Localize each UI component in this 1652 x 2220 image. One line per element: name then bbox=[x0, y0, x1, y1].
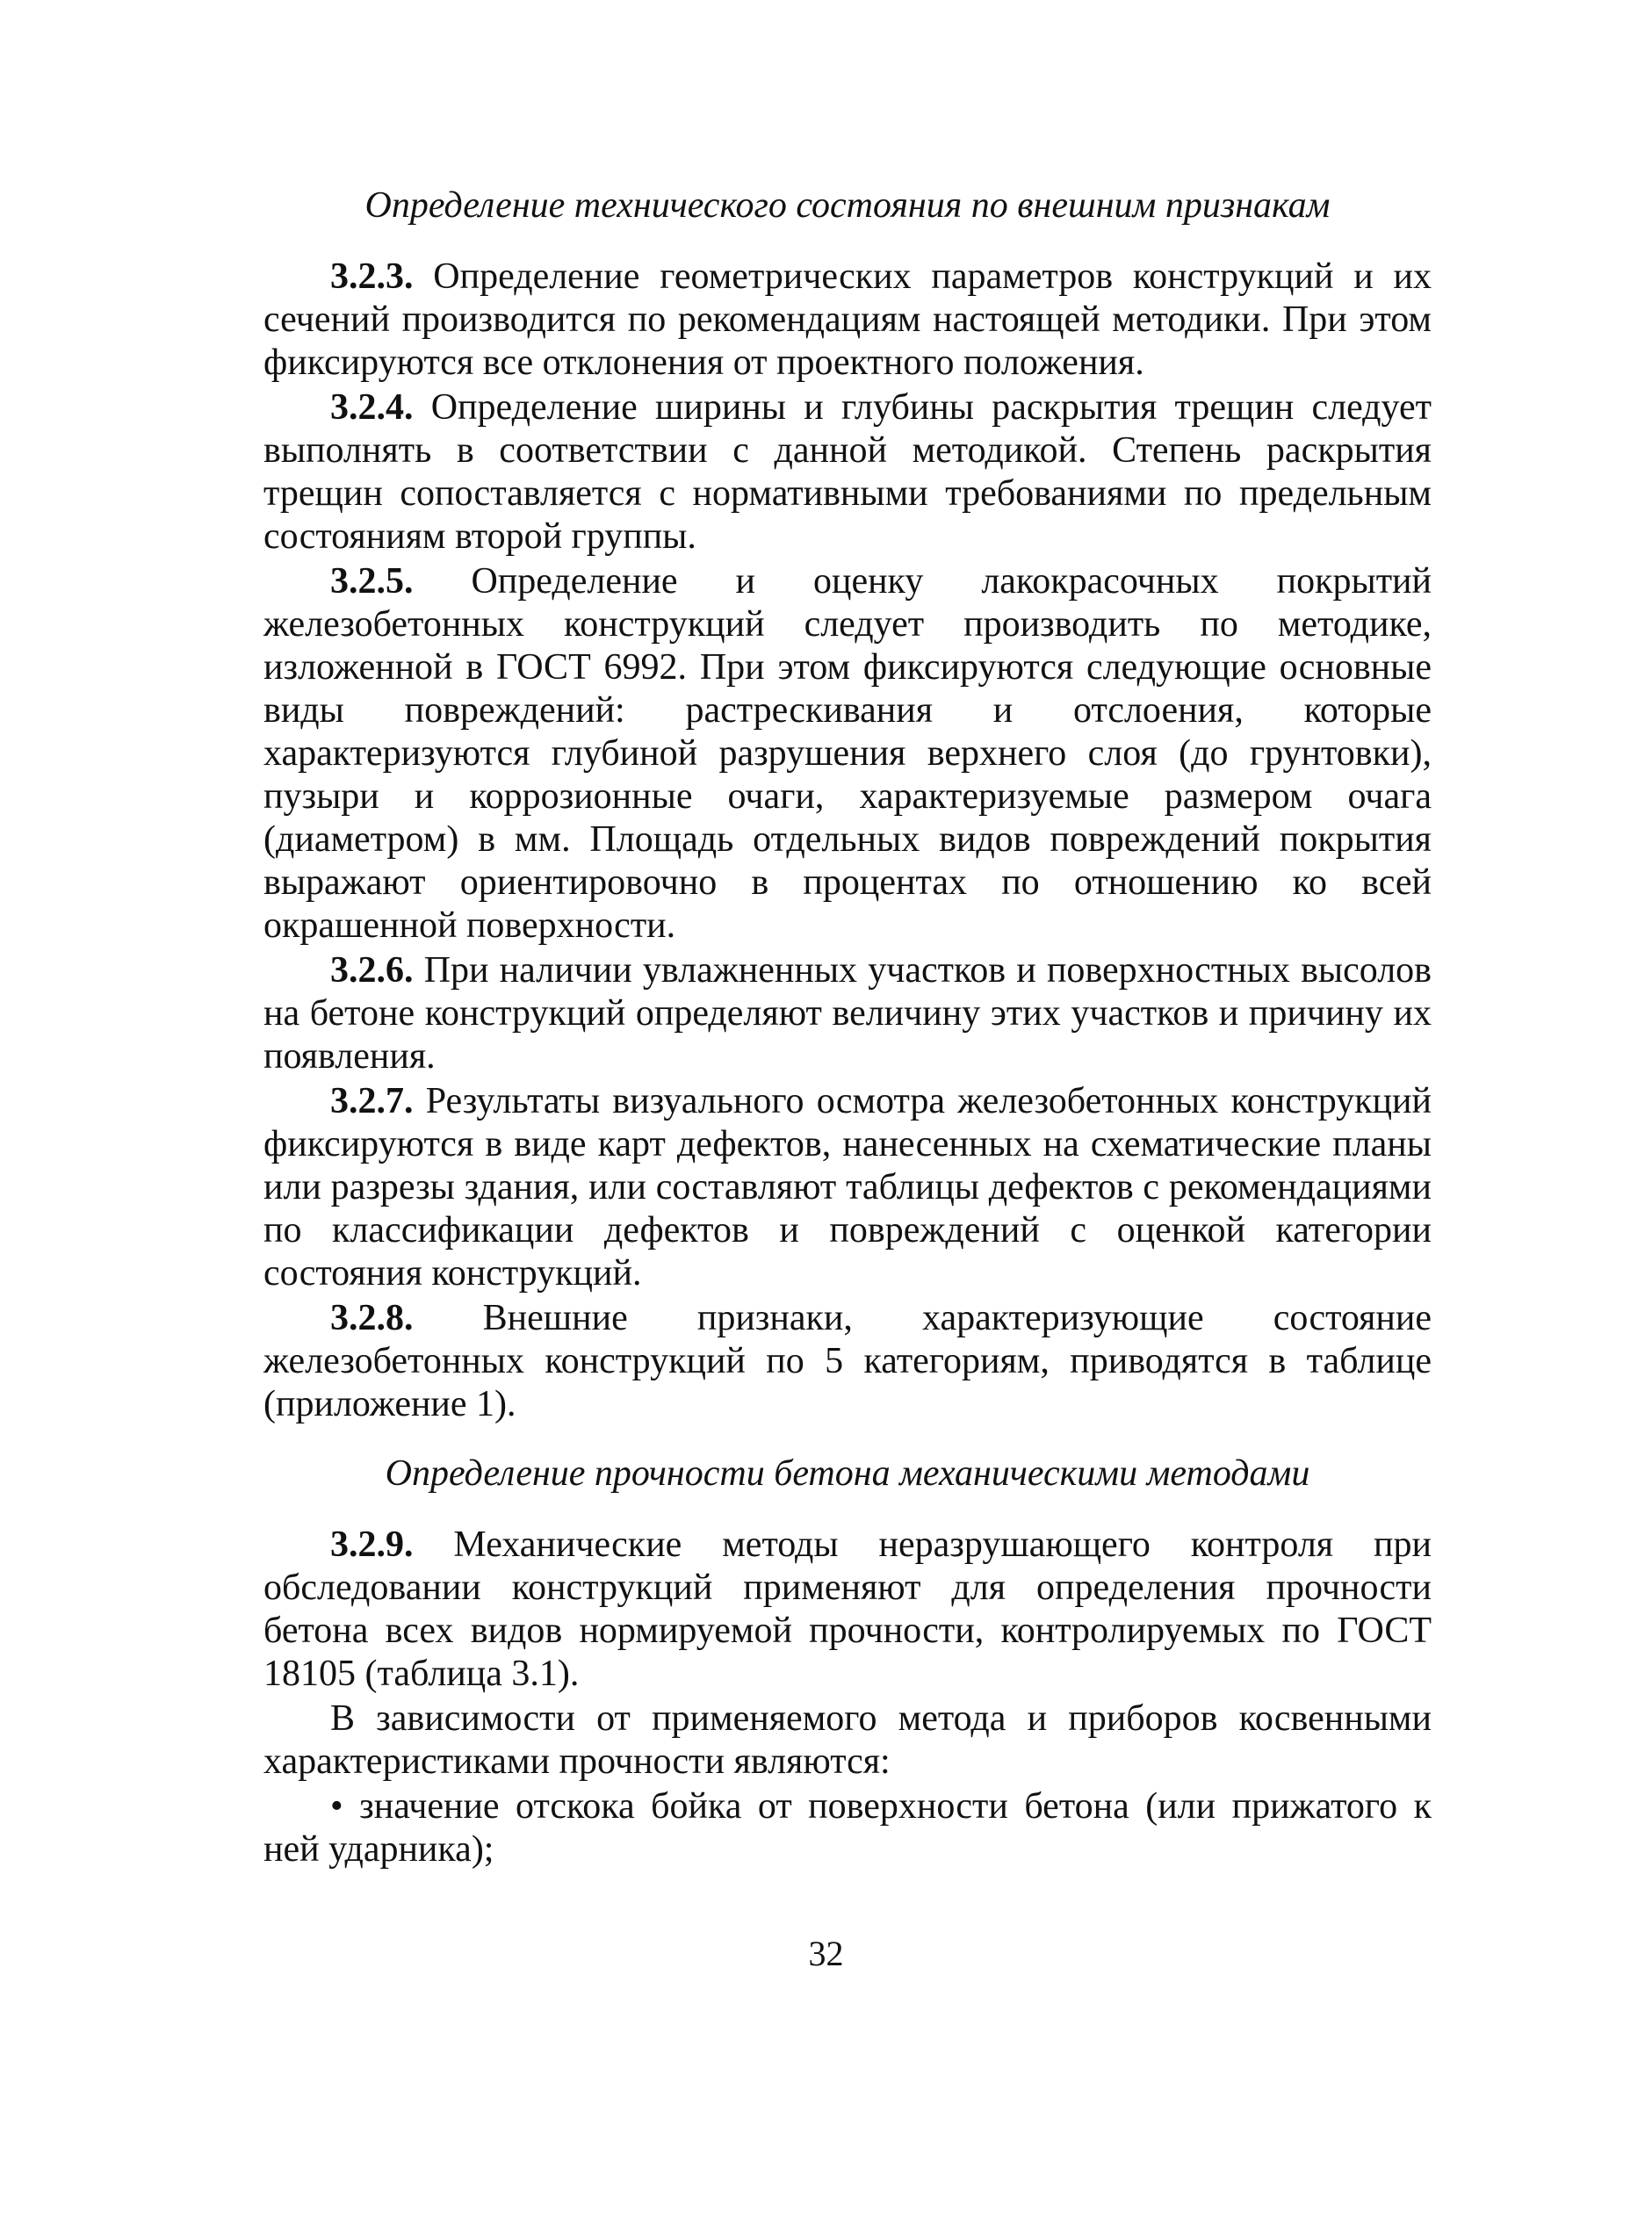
paragraph-3-2-6 bbox=[263, 949, 1432, 1078]
paragraph-3-2-7 bbox=[263, 1080, 1432, 1295]
clause-number: 3.2.6. bbox=[330, 950, 414, 991]
clause-text: Определение ширины и глубины раскрытия трещин следует выполнять в соответствии с данной методикой. Степень раскрытия трещин сопоставляется с нормативными требованиями по предельным состояниям второй группы. bbox=[263, 387, 1432, 557]
paragraph-3-2-5 bbox=[263, 560, 1432, 948]
clause-text: Определение геометрических параметров конструкций и их сечений производится по рекомендациям настоящей методики. При этом фиксируются все отклонения от проектного положения. bbox=[263, 256, 1432, 383]
clause-text: Внешние признаки, характеризующие состояние железобетонных конструкций по 5 категориям, приводятся в таблице (приложение 1). bbox=[263, 1298, 1432, 1424]
section-heading-external-signs: Определение технического состояния по внешним признакам bbox=[364, 185, 1331, 226]
page-content bbox=[263, 184, 1432, 1871]
paragraph-3-2-8 bbox=[263, 1297, 1432, 1426]
paragraph-3-2-3 bbox=[263, 256, 1432, 385]
clause-number: 3.2.7. bbox=[330, 1081, 414, 1121]
paragraph-intro: В зависимости от применяемого метода и приборов косвенными характеристиками прочности являются: bbox=[263, 1698, 1432, 1782]
clause-number: 3.2.3. bbox=[330, 256, 414, 297]
clause-number: 3.2.9. bbox=[330, 1524, 414, 1565]
clause-number: 3.2.5. bbox=[330, 561, 414, 602]
bullet-item: • значение отскока бойка от поверхности бетона (или прижатого к ней ударника); bbox=[263, 1786, 1432, 1870]
clause-text: Определение и оценку лакокрасочных покрытий железобетонных конструкций следует производить по методике, изложенной в ГОСТ 6992. При этом фиксируются следующие основные виды повреждений: растрескивания и отслоения, которые характеризуются глубиной разрушения верхнего слоя (до грунтовки), пузыри и коррозионные очаги, характеризуемые размером очага (диаметром) в мм. Площадь отдельных видов повреждений покрытия выражают ориентировочно в процентах по отношению ко всей окрашенной поверхности. bbox=[263, 561, 1432, 946]
paragraph-3-2-9 bbox=[263, 1524, 1432, 1696]
clause-text: При наличии увлажненных участков и поверхностных высолов на бетоне конструкций определяют величину этих участков и причину их появления. bbox=[263, 950, 1432, 1077]
section-heading-mechanical-methods: Определение прочности бетона механическими методами bbox=[385, 1453, 1310, 1494]
page-number: 32 bbox=[808, 1934, 844, 1973]
paragraph-3-2-4 bbox=[263, 386, 1432, 559]
clause-text: Результаты визуального осмотра железобетонных конструкций фиксируются в виде карт дефектов, нанесенных на схематические планы или разрезы здания, или составляют таблицы дефектов с рекомендациями по классификации дефектов и повреждений с оценкой категории состояния конструкций. bbox=[263, 1081, 1432, 1294]
clause-number: 3.2.4. bbox=[330, 387, 414, 428]
clause-number: 3.2.8. bbox=[330, 1298, 414, 1338]
clause-text: Механические методы неразрушающего контроля при обследовании конструкций применяют для определения прочности бетона всех видов нормируемой прочности, контролируемых по ГОСТ 18105 (таблица 3.1). bbox=[263, 1524, 1432, 1694]
